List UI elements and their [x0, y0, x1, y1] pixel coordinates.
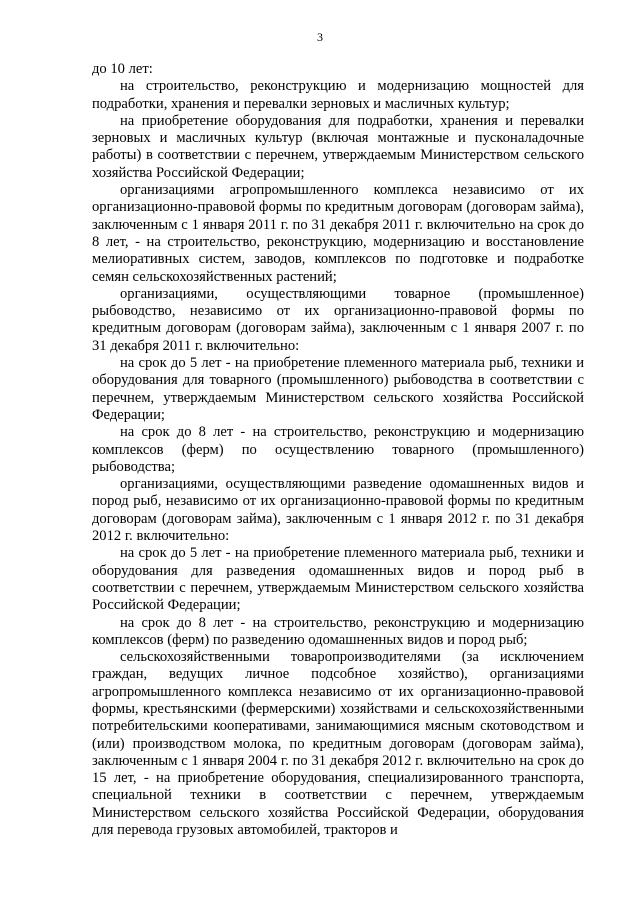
page-number: 3	[317, 30, 323, 44]
paragraph: на срок до 5 лет - на приобретение племенного материала рыб, техники и оборудования для разведения одомашненных видов и пород рыб в соответствии с перечнем, утверждаемым Министерством сельского хозяйства Российской Федерации;	[92, 545, 584, 614]
paragraph: на приобретение оборудования для подработки, хранения и перевалки зерновых и масличных культур (включая монтажные и пусконаладочные работы) в соответствии с перечнем, утверждаемым Министерством сельского хозяйства Российской Федерации;	[92, 112, 584, 181]
paragraph: организациями, осуществляющими разведение одомашненных видов и пород рыб, независимо от их организационно-правовой формы по кредитным договорам (договорам займа), заключенным с 1 января 2012 г. по 31 декабря 2012 г. включительно:	[92, 476, 584, 545]
paragraph: организациями, осуществляющими товарное (промышленное) рыбоводство, независимо от их организационно-правовой формы по кредитным договорам (договорам займа), заключенным с 1 января 2007 г. по 31 декабря 2011 г. включительно:	[92, 285, 584, 354]
document-body	[92, 61, 584, 839]
paragraph: до 10 лет:	[92, 61, 153, 77]
paragraph: на срок до 8 лет - на строительство, реконструкцию и модернизацию комплексов (ферм) по осуществлению товарного (промышленного) рыбоводства;	[92, 424, 584, 475]
paragraph: на срок до 8 лет - на строительство, реконструкцию и модернизацию комплексов (ферм) по разведению одомашненных видов и пород рыб;	[92, 614, 584, 648]
paragraph: сельскохозяйственными товаропроизводителями (за исключением граждан, ведущих личное подсобное хозяйство), организациями агропромышленного комплекса независимо от их организационно-правовой формы, крестьянскими (фермерскими) хозяйствами и сельскохозяйственными потребительскими кооперативами, занимающимися мясным скотоводством и (или) производством молока, по кредитным договорам (договорам займа), заключенным с 1 января 2004 г. по 31 декабря 2012 г. включительно на срок до 15 лет, - на приобретение оборудования, специализированного транспорта, специальной техники в соответствии с перечнем, утверждаемым Министерством сельского хозяйства Российской Федерации, оборудования для перевода грузовых автомобилей, тракторов и	[92, 649, 584, 839]
paragraph: организациями агропромышленного комплекса независимо от их организационно-правовой формы по кредитным договорам (договорам займа), заключенным с 1 января 2011 г. по 31 декабря 2011 г. включительно на срок до 8 лет, - на строительство, реконструкцию, модернизацию и восстановление мелиоративных систем, заводов, комплексов по подготовке и подработке семян сельскохозяйственных растений;	[92, 182, 584, 285]
paragraph: на срок до 5 лет - на приобретение племенного материала рыб, техники и оборудования для товарного (промышленного) рыбоводства в соответствии с перечнем, утверждаемым Министерством сельского хозяйства Российской Федерации;	[92, 355, 584, 423]
paragraph: на строительство, реконструкцию и модернизацию мощностей для подработки, хранения и перевалки зерновых и масличных культур;	[92, 78, 584, 112]
